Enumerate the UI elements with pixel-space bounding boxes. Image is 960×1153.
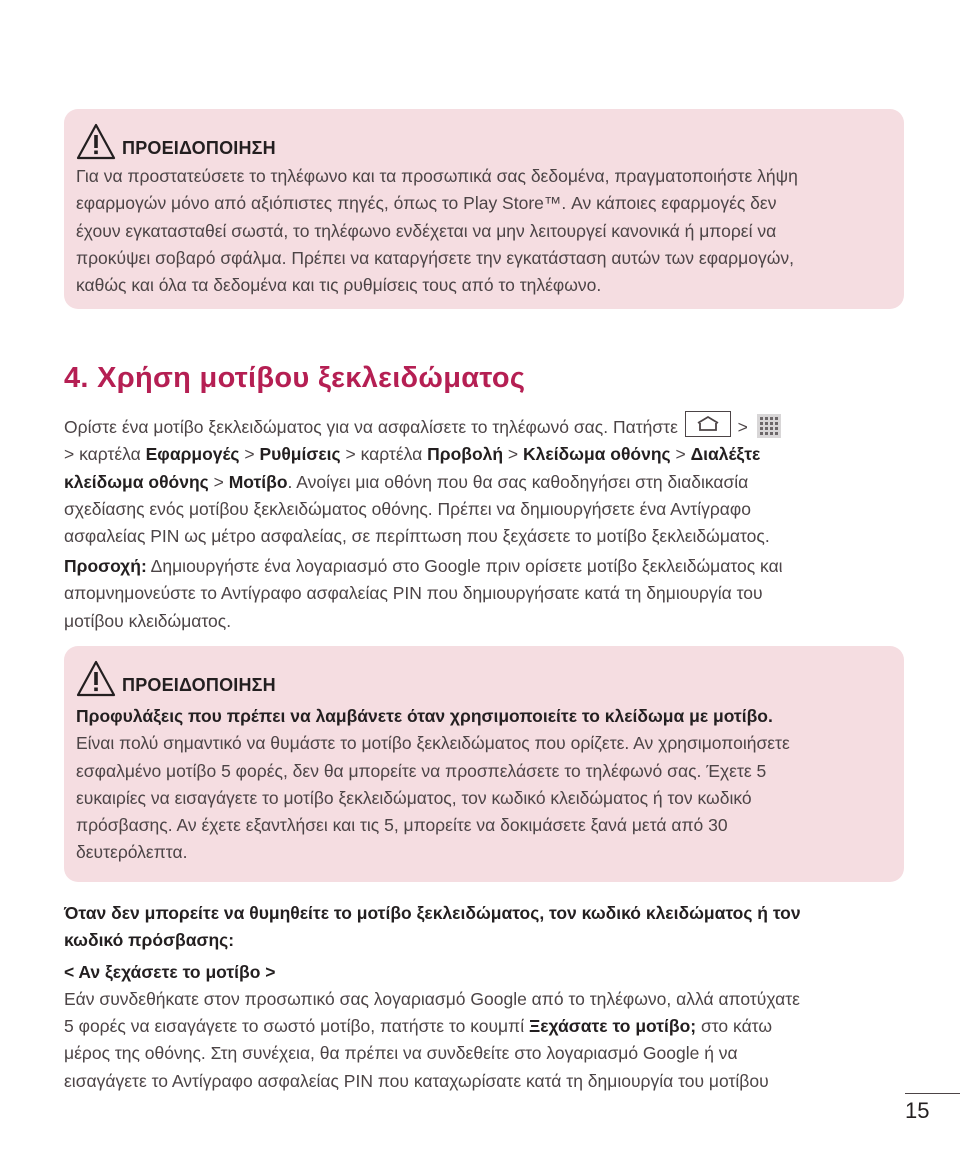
text-run: στο κάτω: [696, 1016, 773, 1037]
warning-line: έχουν εγκατασταθεί σωστά, το τηλέφωνο ενδέχεται να μην λειτουργεί κανονικά ή μπορεί να: [76, 220, 777, 241]
warning-header: [76, 123, 276, 161]
paragraph-line: εισαγάγετε το Αντίγραφο ασφαλείας PIN που καταχωρίσατε κατά τη δημιουργία του μοτίβου: [64, 1070, 769, 1091]
forgot-heading: κωδικό πρόσβασης:: [64, 930, 235, 951]
apps-grid-icon: [757, 414, 781, 438]
instruction-text: Ορίστε ένα μοτίβο ξεκλειδώματος για να ασφαλίσετε το τηλέφωνό σας. Πατήστε: [64, 417, 678, 437]
menu-settings: Ρυθμίσεις: [259, 444, 341, 465]
forgot-section: [64, 900, 944, 1095]
text-run: > καρτέλα: [340, 444, 428, 465]
warning-line: καθώς και όλα τα δεδομένα και τις ρυθμίσεις τους από το τηλέφωνο.: [76, 275, 602, 296]
warning-line: πρόσβασης. Αν έχετε εξαντλήσει και τις 5, μπορείτε να δοκιμάσετε ξανά μετά από 30: [76, 815, 728, 836]
menu-select-lock-cont: κλείδωμα οθόνης: [64, 471, 209, 492]
menu-pattern: Μοτίβο: [228, 471, 288, 492]
warning-triangle-icon: [76, 660, 116, 698]
menu-lock-screen: Κλείδωμα οθόνης: [523, 444, 671, 465]
forgot-pattern-button-label: Ξεχάσατε το μοτίβο;: [528, 1016, 697, 1037]
text-run: >: [670, 444, 691, 465]
section-paragraph: [64, 411, 944, 550]
page-number: 15: [905, 1098, 930, 1123]
paragraph-line: σχεδίασης ενός μοτίβου ξεκλειδώματος οθόνης. Πρέπει να δημιουργήσετε ένα Αντίγραφο: [64, 498, 751, 519]
warning-line: προκύψει σοβαρό σφάλμα. Πρέπει να καταργήσετε την εγκατάσταση αυτών των εφαρμογών,: [76, 247, 794, 268]
warning-line: ευκαιρίες να εισαγάγετε το μοτίβο ξεκλειδώματος, τον κωδικό κλειδώματος ή τον κωδικό: [76, 787, 752, 808]
warning-line: εφαρμογών μόνο από αξιόπιστες πηγές, όπως το Play Store™. Αν κάποιες εφαρμογές δεν: [76, 193, 777, 214]
menu-display: Προβολή: [427, 444, 504, 465]
paragraph-line: απομνημονεύστε το Αντίγραφο ασφαλείας PIN που δημιουργήσατε κατά τη δημιουργία του: [64, 583, 763, 604]
warning-line: εσφαλμένο μοτίβο 5 φορές, δεν θα μπορείτε να προσπελάσετε το τηλέφωνό σας. Έχετε 5: [76, 760, 767, 781]
text-run: >: [208, 471, 229, 492]
forgot-heading: Όταν δεν μπορείτε να θυμηθείτε το μοτίβο ξεκλειδώματος, τον κωδικό κλειδώματος ή τον: [64, 903, 801, 923]
warning-line: Για να προστατεύσετε το τηλέφωνο και τα προσωπικά σας δεδομένα, πραγματοποιήστε λήψη: [76, 166, 798, 186]
warning-header: [76, 660, 276, 698]
paragraph-line: ασφαλείας PIN ως μέτρο ασφαλείας, σε περίπτωση που ξεχάσετε το μοτίβο ξεκλειδώματος.: [64, 526, 770, 547]
paragraph-line: Εάν συνδεθήκατε στον προσωπικό σας λογαριασμό Google από το τηλέφωνο, αλλά αποτύχατε: [64, 988, 800, 1009]
page-number-rule: [905, 1093, 960, 1094]
text-run: >: [503, 444, 524, 465]
section-heading: 4. Χρήση μοτίβου ξεκλειδώματος: [64, 362, 526, 394]
paragraph-line: μοτίβου κλειδώματος.: [64, 610, 232, 631]
warning-title: ΠΡΟΕΙΔΟΠΟΙΗΣΗ: [122, 675, 276, 695]
warning-text: [76, 163, 904, 299]
warning-line: δευτερόλεπτα.: [76, 842, 188, 863]
warning-box-2: [64, 646, 904, 882]
note-label: Προσοχή:: [64, 556, 147, 576]
forgot-subheading: < Αν ξεχάσετε το μοτίβο >: [64, 961, 276, 982]
note-paragraph: [64, 553, 944, 635]
text-run: >: [239, 444, 260, 465]
text-run: 5 φορές να εισαγάγετε το σωστό μοτίβο, πατήστε το κουμπί: [64, 1016, 529, 1037]
note-text: Δημιουργήστε ένα λογαριασμό στο Google πριν ορίσετε μοτίβο ξεκλειδώματος και: [146, 556, 783, 576]
warning-title: ΠΡΟΕΙΔΟΠΟΙΗΣΗ: [122, 138, 276, 158]
text-run: > καρτέλα: [64, 444, 146, 465]
menu-select-lock: Διαλέξτε: [690, 444, 761, 465]
warning-bold-line: Προφυλάξεις που πρέπει να λαμβάνετε όταν χρησιμοποιείτε το κλείδωμα με μοτίβο.: [76, 706, 773, 726]
separator: >: [737, 417, 748, 437]
warning-line: Είναι πολύ σημαντικό να θυμάστε το μοτίβο ξεκλειδώματος που ορίζετε. Αν χρησιμοποιήσετε: [76, 733, 790, 754]
warning-box-1: [64, 109, 904, 309]
paragraph-line: μέρος της οθόνης. Στη συνέχεια, θα πρέπει να συνδεθείτε στο λογαριασμό Google ή να: [64, 1043, 738, 1064]
warning-text: [76, 703, 904, 867]
warning-triangle-icon: [76, 123, 116, 161]
text-run: . Ανοίγει μια οθόνη που θα σας καθοδηγήσει στη διαδικασία: [287, 471, 749, 492]
home-key-icon: [685, 411, 731, 437]
menu-apps: Εφαρμογές: [145, 444, 240, 465]
